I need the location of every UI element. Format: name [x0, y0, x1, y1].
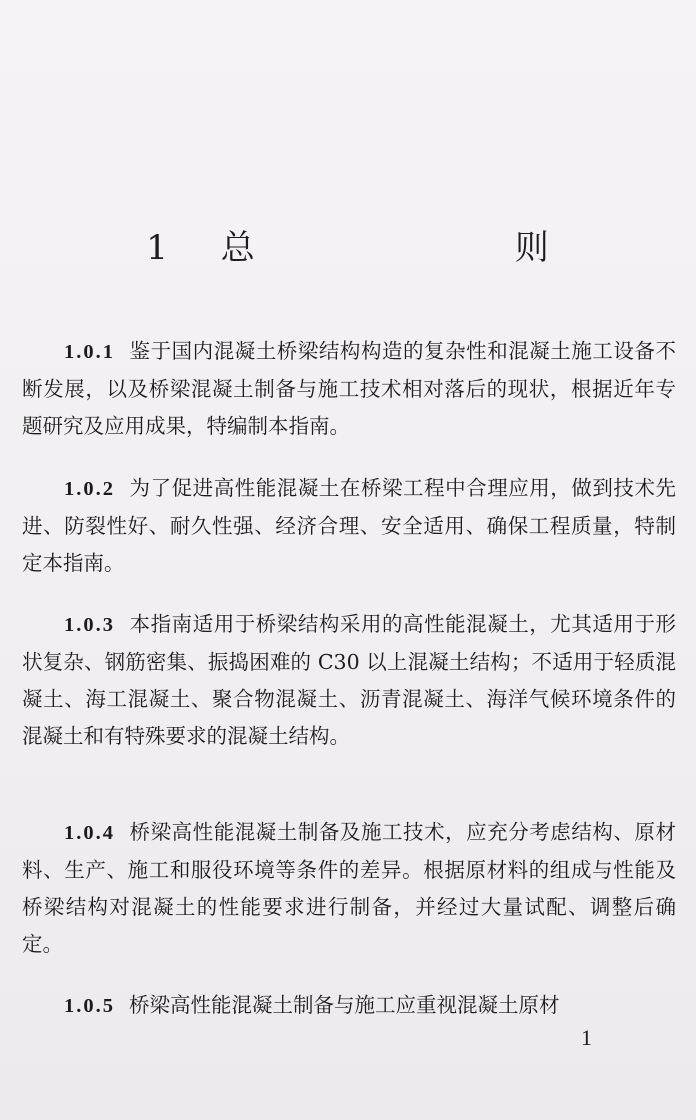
- clause-number: 1.0.3: [64, 614, 115, 636]
- clause-number: 1.0.1: [64, 341, 115, 363]
- clause-text: 鉴于国内混凝土桥梁结构构造的复杂性和混凝土施工设备不断发展，以及桥梁混凝土制备与施工技术相对落后的现状，根据近年专题研究及应用成果，特编制本指南。: [22, 339, 676, 438]
- clause-text: 本指南适用于桥梁结构采用的高性能混凝土，尤其适用于形状复杂、钢筋密集、振捣困难的 C30 以上混凝土结构；不适用于轻质混凝土、海工混凝土、聚合物混凝土、沥青混凝土、海洋气候环境条件的混凝土和有特殊要求的混凝土结构。: [22, 612, 676, 748]
- clause-number: 1.0.2: [64, 478, 115, 500]
- clause-1-0-3: [22, 606, 676, 755]
- clause-number: 1.0.5: [64, 995, 115, 1017]
- clause-1-0-5: [22, 987, 676, 1025]
- clause-text: 桥梁高性能混凝土制备与施工应重视混凝土原材: [129, 993, 560, 1017]
- clause-text: 为了促进高性能混凝土在桥梁工程中合理应用，做到技术先进、防裂性好、耐久性强、经济合理、安全适用、确保工程质量，特制定本指南。: [22, 476, 676, 575]
- clause-1-0-2: [22, 470, 676, 582]
- chapter-title: 1 总 则: [146, 228, 550, 268]
- clause-1-0-4: [22, 814, 676, 963]
- clause-1-0-1: [22, 333, 676, 445]
- clause-text: 桥梁高性能混凝土制备及施工技术，应充分考虑结构、原材料、生产、施工和服役环境等条件的差异。根据原材料的组成与性能及桥梁结构对混凝土的性能要求进行制备，并经过大量试配、调整后确定。: [22, 820, 676, 956]
- clause-number: 1.0.4: [64, 822, 115, 844]
- page-number: 1: [581, 1025, 592, 1050]
